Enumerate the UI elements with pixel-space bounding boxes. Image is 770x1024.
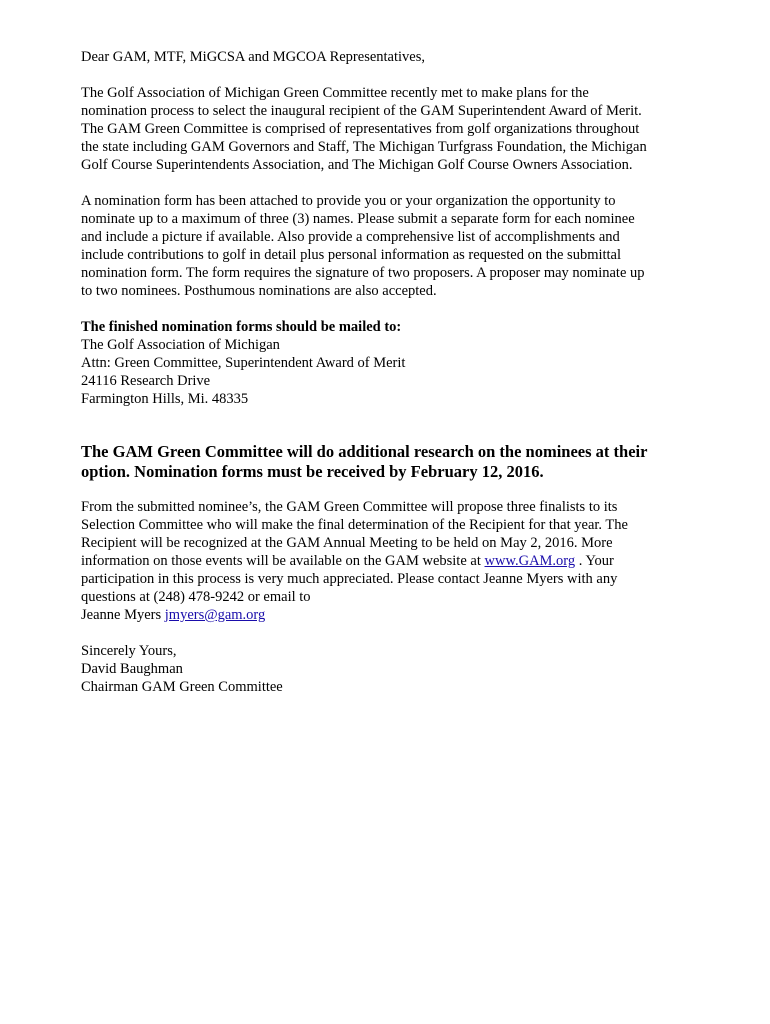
paragraph-line: participation in this process is very much appreciated. Please contact Jeanne Myers with any [81,571,618,587]
paragraph-line: Selection Committee who will make the final determination of the Recipient for that year. The [81,517,628,533]
signer-title: Chairman GAM Green Committee [81,679,283,695]
paragraph-line: From the submitted nominee’s, the GAM Green Committee will propose three finalists to its [81,499,618,515]
greeting: Dear GAM, MTF, MiGCSA and MGCOA Representatives, [81,49,425,65]
paragraph-line: nominate up to a maximum of three (3) names. Please submit a separate form for each nominee [81,211,635,227]
paragraph-line: and include a picture if available. Also provide a comprehensive list of accomplishments and [81,229,620,245]
notice-line: The GAM Green Committee will do additional research on the nominees at their [81,442,648,461]
address-line: Attn: Green Committee, Superintendent Award of Merit [81,355,406,371]
paragraph-line: Recipient will be recognized at the GAM Annual Meeting to be held on May 2, 2016. More [81,535,613,551]
website-line [81,552,614,570]
paragraph-line: The GAM Green Committee is comprised of representatives from golf organizations throughout [81,121,640,137]
signer-name: David Baughman [81,661,183,677]
address-line: Farmington Hills, Mi. 48335 [81,391,249,407]
paragraph-line: The Golf Association of Michigan Green Committee recently met to make plans for the [81,85,589,101]
paragraph-line: nomination form. The form requires the signature of two proposers. A proposer may nominate up [81,265,645,281]
paragraph-line: A nomination form has been attached to provide you or your organization the opportunity to [81,193,616,209]
mailing-heading: The finished nomination forms should be mailed to: [81,319,402,335]
website-link[interactable]: www.GAM.org [484,553,576,569]
closing-salutation: Sincerely Yours, [81,643,177,659]
email-link[interactable]: jmyers@gam.org [164,607,266,623]
paragraph-line: to two nominees. Posthumous nominations are also accepted. [81,283,437,299]
paragraph-line: the state including GAM Governors and Staff, The Michigan Turfgrass Foundation, the Michigan [81,139,647,155]
address-line: 24116 Research Drive [81,373,211,389]
email-line [81,606,265,624]
paragraph-line: include contributions to golf in detail plus personal information as requested on the submittal [81,247,622,263]
email-prefix: Jeanne Myers [81,607,165,623]
notice-line: option. Nomination forms must be received by February 12, 2016. [81,462,544,481]
paragraph-line: questions at (248) 478-9242 or email to [81,589,311,605]
website-suffix: . Your [575,553,614,569]
address-line: The Golf Association of Michigan [81,337,280,353]
website-prefix: information on those events will be available on the GAM website at [81,553,485,569]
paragraph-line: nomination process to select the inaugural recipient of the GAM Superintendent Award of Merit. [81,103,642,119]
paragraph-line: Golf Course Superintendents Association, and The Michigan Golf Course Owners Association. [81,157,633,173]
